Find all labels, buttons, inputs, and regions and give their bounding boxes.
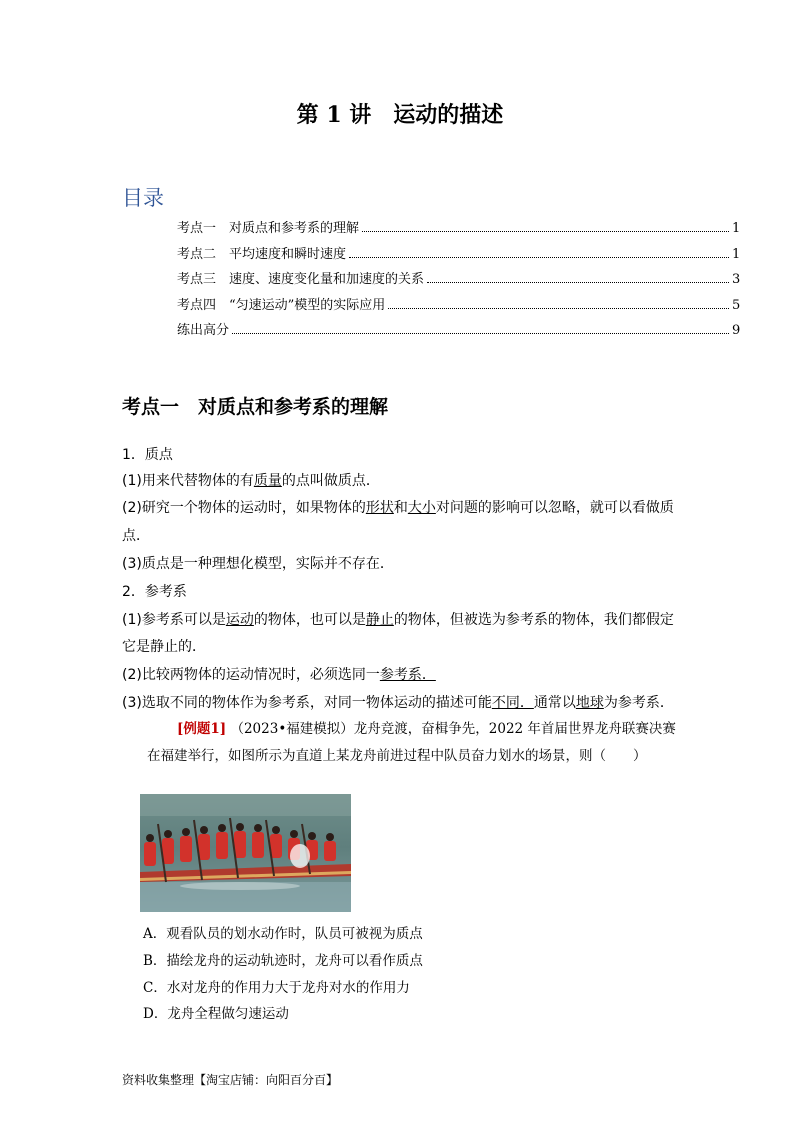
toc-entry-label: 考点一 对质点和参考系的理解 xyxy=(177,221,360,236)
toc-page-number: 1 xyxy=(732,246,741,262)
text: 和 xyxy=(393,500,408,516)
page-footer: 资料收集整理【淘宝店铺：向阳百分百】 xyxy=(122,1073,339,1087)
toc-leader-dots xyxy=(388,307,729,309)
table-of-contents xyxy=(177,217,740,345)
paragraph xyxy=(122,497,674,517)
toc-leader-dots xyxy=(349,256,729,258)
toc-entry-label: 考点二 平均速度和瞬时速度 xyxy=(177,246,347,262)
toc-entry[interactable] xyxy=(177,217,740,243)
text: 对问题的影响可以忽略，就可以看做质 xyxy=(435,500,674,516)
underlined-text: 运动 xyxy=(225,612,254,628)
toc-page-number: 1 xyxy=(732,221,741,236)
text: (1)用来代替物体的有 xyxy=(122,473,254,489)
toc-heading: 目录 xyxy=(122,186,164,210)
option-c: C．水对龙舟的作用力大于龙舟对水的作用力 xyxy=(143,980,410,996)
toc-leader-dots xyxy=(427,281,729,283)
text: 的物体，也可以是 xyxy=(253,612,366,628)
dragon-boat-photo xyxy=(140,794,351,912)
page-title: 第 1 讲 运动的描述 xyxy=(296,102,504,128)
toc-entry-label: 考点四 “匀速运动”模型的实际应用 xyxy=(177,297,386,313)
toc-leader-dots xyxy=(232,332,729,334)
text: 的物体，但被选为参考系的物体，我们都假定 xyxy=(393,612,674,628)
underlined-text: 形状 xyxy=(365,500,394,516)
underlined-text: 地球 xyxy=(575,695,604,711)
text: (3)选取不同的物体作为参考系，对同一物体运动的描述可能 xyxy=(122,695,492,711)
text: 的点叫做质点． xyxy=(281,473,380,489)
paragraph: (3)质点是一种理想化模型，实际并不存在． xyxy=(122,556,394,572)
option-b: B．描绘龙舟的运动轨迹时，龙舟可以看作质点 xyxy=(143,953,423,969)
section-heading: 考点一 对质点和参考系的理解 xyxy=(122,396,389,418)
example-question xyxy=(147,716,682,770)
toc-entry-label: 练出高分 xyxy=(177,323,230,338)
text: (1)参考系可以是 xyxy=(122,612,226,628)
toc-page-number: 9 xyxy=(732,323,741,338)
toc-entry[interactable] xyxy=(177,294,740,320)
toc-entry[interactable] xyxy=(177,268,740,294)
example-text: （2023•福建模拟）龙舟竞渡，奋楫争先，2022 年首届世界龙舟联赛决赛在福建举行，如图所示为直道上某龙舟前进过程中队员奋力划水的场景，则（ ） xyxy=(147,721,676,764)
toc-page-number: 3 xyxy=(732,272,741,287)
option-d: D．龙舟全程做匀速运动 xyxy=(143,1006,289,1022)
paragraph: 1．质点 xyxy=(122,447,173,463)
paragraph: 点． xyxy=(122,528,150,544)
text: (2)研究一个物体的运动时，如果物体的 xyxy=(122,500,366,516)
text: 为参考系． xyxy=(603,695,674,711)
underlined-text: 质量 xyxy=(253,473,282,489)
option-a: A．观看队员的划水动作时，队员可被视为质点 xyxy=(143,926,423,942)
toc-entry-label: 考点三 速度、速度变化量和加速度的关系 xyxy=(177,272,425,287)
toc-leader-dots xyxy=(362,230,729,232)
toc-entry[interactable] xyxy=(177,319,740,345)
paragraph xyxy=(122,609,674,629)
text: 通常以 xyxy=(533,695,576,711)
underlined-text: 不同． xyxy=(491,695,534,711)
text: (2)比较两物体的运动情况时，必须选同一 xyxy=(122,667,380,683)
paragraph: 它是静止的． xyxy=(122,639,206,655)
paragraph xyxy=(122,664,436,684)
paragraph xyxy=(122,470,380,490)
example-tag: [例题1] xyxy=(177,721,227,737)
toc-entry[interactable] xyxy=(177,243,740,269)
underlined-text: 大小 xyxy=(407,500,436,516)
paragraph: 2．参考系 xyxy=(122,584,187,600)
underlined-text: 参考系． xyxy=(379,667,436,683)
underlined-text: 静止 xyxy=(365,612,394,628)
toc-page-number: 5 xyxy=(732,297,741,313)
paragraph xyxy=(122,692,674,712)
